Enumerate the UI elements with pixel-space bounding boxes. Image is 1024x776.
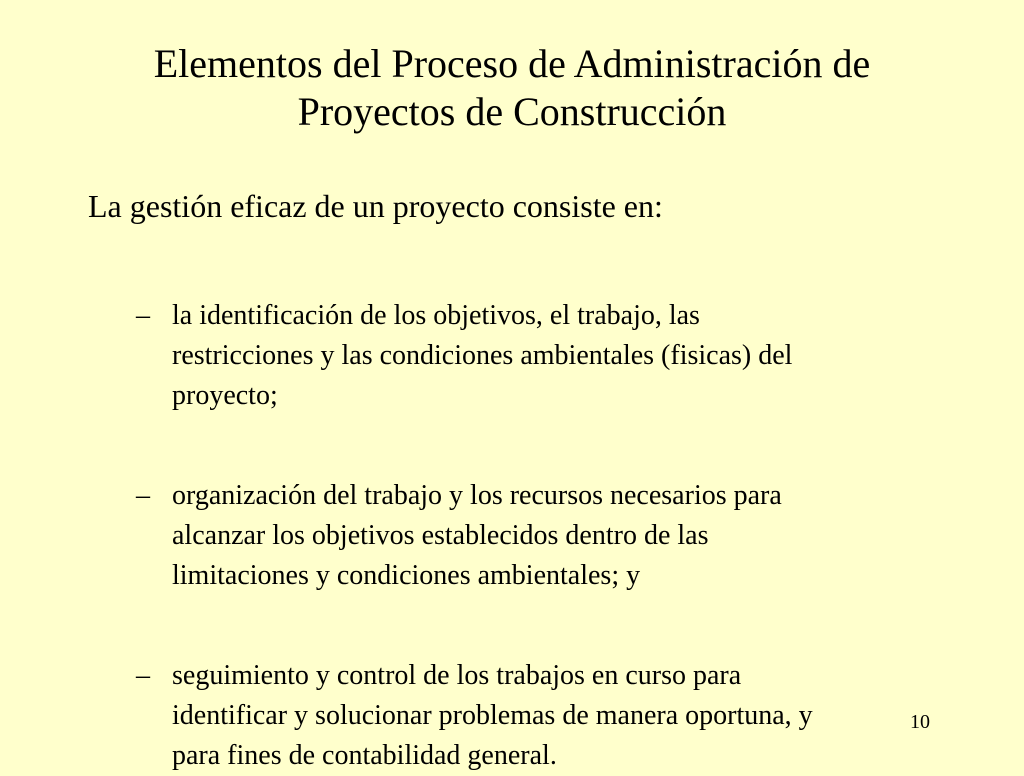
slide-title [40, 40, 984, 136]
dash-marker: – [136, 660, 150, 691]
bullet-1-line-3: proyecto; [172, 380, 278, 411]
bullet-1-line-1: la identificación de los objetivos, el trabajo, las [172, 300, 700, 331]
bullet-1-line-2: restricciones y las condiciones ambientales (fisicas) del [172, 340, 793, 371]
bullet-list [136, 296, 956, 776]
slide-title-line-2: Proyectos de Construcción [297, 89, 727, 134]
dash-marker: – [136, 480, 150, 511]
bullet-item-1 [136, 296, 956, 416]
bullet-2-line-2: alcanzar los objetivos establecidos dentro de las [172, 520, 709, 551]
bullet-3-line-3: para fines de contabilidad general. [172, 740, 557, 771]
bullet-item-2 [136, 476, 956, 596]
bullet-3-line-1: seguimiento y control de los trabajos en curso para [172, 660, 742, 691]
bullet-3-line-2: identificar y solucionar problemas de manera oportuna, y [172, 700, 813, 731]
bullet-2-line-1: organización del trabajo y los recursos necesarios para [172, 480, 782, 511]
intro-text: La gestión eficaz de un proyecto consiste en: [88, 188, 663, 224]
dash-marker: – [136, 300, 150, 331]
bullet-item-3 [136, 656, 956, 776]
slide-title-line-1: Elementos del Proceso de Administración de [153, 41, 871, 86]
page-number: 10 [910, 711, 930, 733]
bullet-2-line-3: limitaciones y condiciones ambientales; y [172, 560, 641, 591]
